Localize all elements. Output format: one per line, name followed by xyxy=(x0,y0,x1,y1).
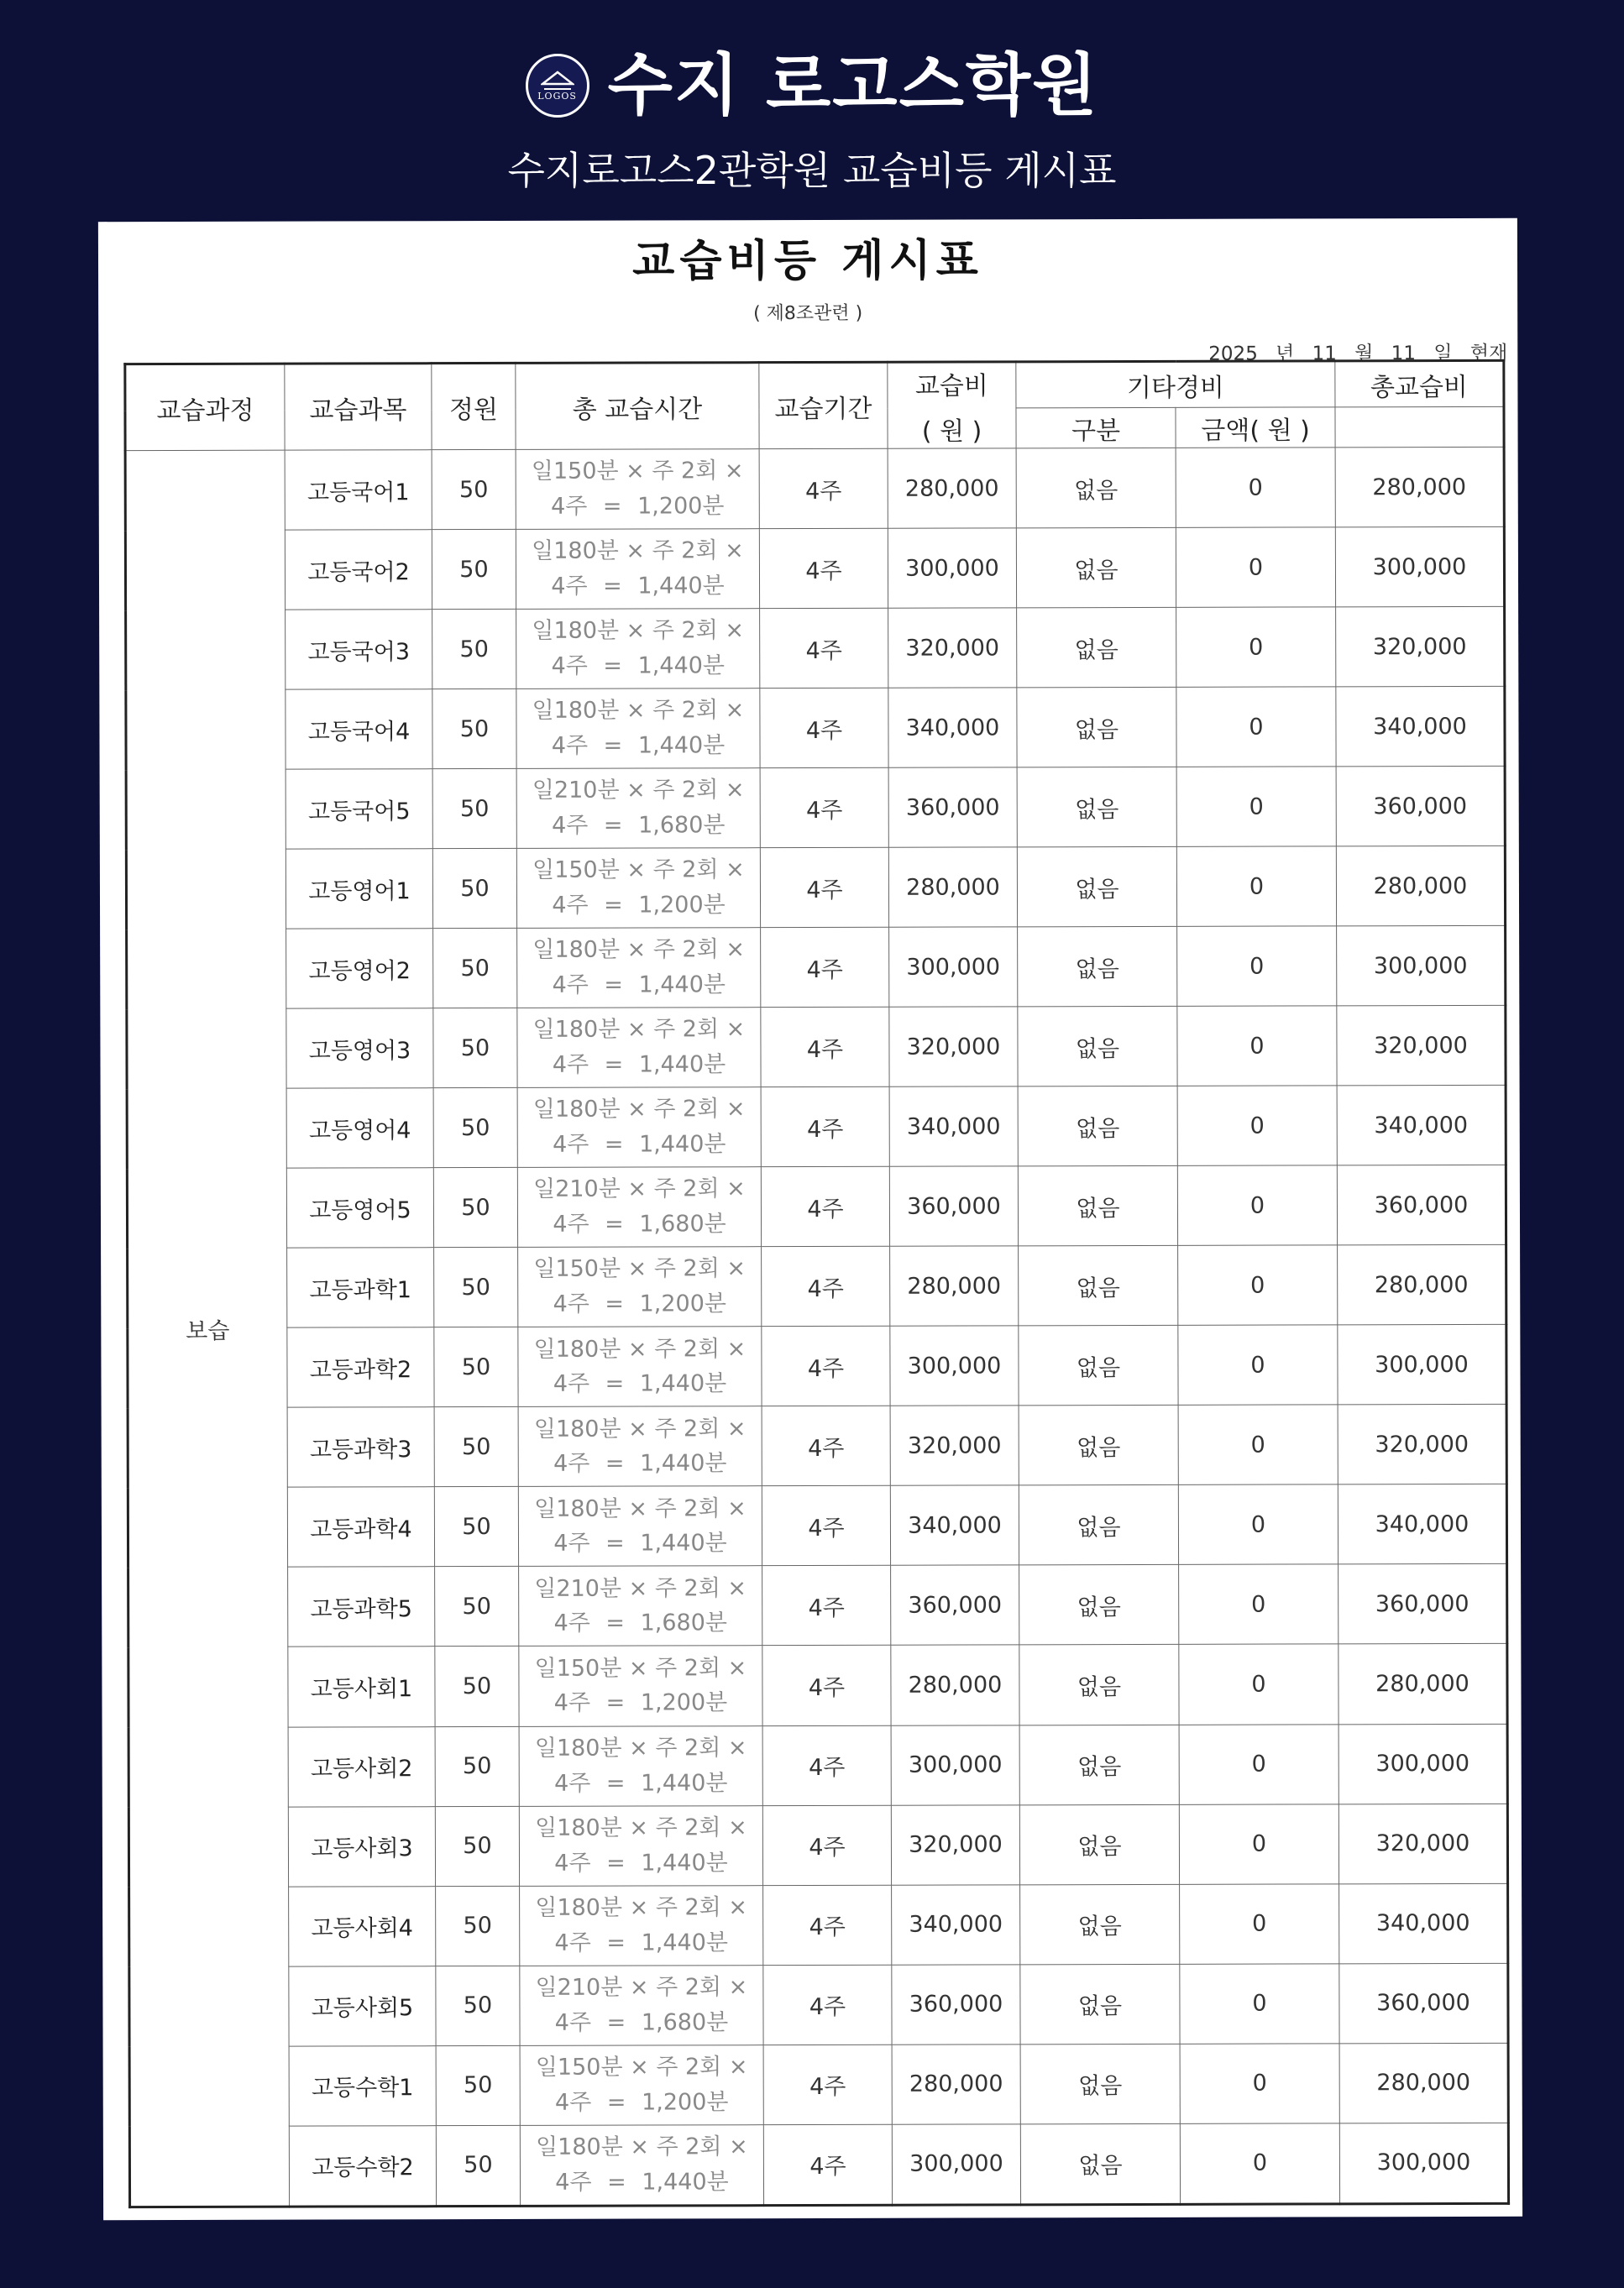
period-cell: 4주 xyxy=(762,1406,890,1486)
hours-line-2: 4주 = 1,440분 xyxy=(553,1530,727,1558)
capacity-cell: 50 xyxy=(434,1487,518,1567)
other-type-cell: 없음 xyxy=(1017,767,1176,847)
capacity-cell: 50 xyxy=(434,1327,518,1407)
total-cell: 320,000 xyxy=(1337,1006,1506,1086)
hours-line-2: 4주 = 1,440분 xyxy=(553,1769,728,1797)
hours-cell xyxy=(520,2045,763,2125)
capacity-cell: 50 xyxy=(435,1647,519,1726)
hours-cell xyxy=(519,1566,762,1647)
fee-cell: 340,000 xyxy=(888,688,1017,767)
total-cell: 280,000 xyxy=(1339,2043,1508,2123)
total-cell: 340,000 xyxy=(1338,1484,1506,1565)
capacity-cell: 50 xyxy=(432,689,516,769)
other-type-cell: 없음 xyxy=(1019,1485,1178,1566)
subject-cell: 고등사회3 xyxy=(288,1806,435,1886)
fee-cell: 280,000 xyxy=(890,1246,1019,1326)
capacity-cell: 50 xyxy=(432,849,516,929)
hours-line-2: 4주 = 1,440분 xyxy=(552,971,726,999)
hours-line-2: 4주 = 1,200분 xyxy=(552,892,726,919)
table-row xyxy=(127,1086,1506,1169)
hours-line-2: 4주 = 1,440분 xyxy=(554,1849,728,1877)
fee-cell: 300,000 xyxy=(889,927,1018,1007)
header-fee-unit: ( 원 ) xyxy=(921,416,982,447)
course-cell: 보습 xyxy=(125,450,289,2207)
other-type-cell: 없음 xyxy=(1017,847,1176,928)
fee-document xyxy=(98,218,1522,2220)
other-type-cell: 없음 xyxy=(1020,1964,1180,2045)
hours-cell xyxy=(516,768,760,849)
hours-line-2: 4주 = 1,680분 xyxy=(552,812,726,839)
fee-cell: 340,000 xyxy=(890,1485,1019,1565)
period-cell: 4주 xyxy=(759,528,888,608)
hours-cell xyxy=(516,848,760,929)
hours-cell xyxy=(518,1486,762,1567)
hours-cell xyxy=(517,928,761,1008)
hours-cell xyxy=(519,1646,762,1726)
fee-cell: 280,000 xyxy=(892,2044,1020,2123)
hours-cell xyxy=(520,1965,763,2045)
subject-cell: 고등과학4 xyxy=(287,1487,434,1567)
other-type-cell: 없음 xyxy=(1019,1725,1179,1805)
document-title: 교습비등 게시표 xyxy=(632,235,983,287)
hours-line-1: 일180분 × 주 2회 × xyxy=(532,936,746,964)
total-cell: 340,000 xyxy=(1337,1086,1506,1166)
table-row xyxy=(127,1006,1506,1089)
period-cell: 4주 xyxy=(760,767,888,847)
fee-cell: 360,000 xyxy=(891,1565,1019,1645)
period-cell: 4주 xyxy=(763,2045,892,2124)
hours-line-1: 일150분 × 주 2회 × xyxy=(533,1255,747,1283)
subject-cell: 고등영어4 xyxy=(286,1088,433,1168)
hours-line-2: 4주 = 1,440분 xyxy=(554,1929,729,1956)
header-total-blank xyxy=(1335,406,1504,448)
page-header xyxy=(0,0,1624,223)
capacity-cell: 50 xyxy=(434,1248,518,1327)
hours-line-2: 4주 = 1,440분 xyxy=(551,652,726,679)
hours-line-2: 4주 = 1,680분 xyxy=(554,2008,729,2036)
header-fee xyxy=(888,362,1016,448)
period-cell: 4주 xyxy=(762,1646,891,1725)
subject-cell: 고등국어2 xyxy=(285,530,432,610)
total-cell: 280,000 xyxy=(1338,1245,1506,1326)
hours-cell xyxy=(517,1167,761,1248)
other-type-cell: 없음 xyxy=(1018,927,1177,1008)
hours-cell xyxy=(516,688,760,769)
table-row xyxy=(128,1245,1506,1328)
total-cell: 320,000 xyxy=(1336,606,1505,687)
table-row xyxy=(128,1484,1506,1568)
total-cell: 360,000 xyxy=(1338,1564,1507,1645)
table-row xyxy=(126,846,1505,929)
logo xyxy=(526,54,589,118)
total-cell: 340,000 xyxy=(1339,1883,1508,1964)
other-type-cell: 없음 xyxy=(1019,1804,1179,1885)
header-period: 교습기간 xyxy=(759,362,888,448)
hours-line-2: 4주 = 1,440분 xyxy=(552,1051,726,1079)
hours-line-2: 4주 = 1,440분 xyxy=(553,1131,726,1159)
fee-cell: 280,000 xyxy=(888,448,1016,528)
table-row xyxy=(129,2043,1508,2126)
hours-line-2: 4주 = 1,200분 xyxy=(551,493,725,520)
hours-line-1: 일180분 × 주 2회 × xyxy=(532,697,745,725)
capacity-cell: 50 xyxy=(432,529,516,609)
subject-cell: 고등영어1 xyxy=(286,849,432,929)
other-type-cell: 없음 xyxy=(1019,1565,1179,1646)
document-reference: ( 제8조관련 ) xyxy=(753,302,863,325)
hours-line-2: 4주 = 1,680분 xyxy=(553,1211,726,1238)
capacity-cell: 50 xyxy=(435,1806,519,1886)
other-amount-cell: 0 xyxy=(1179,1724,1338,1804)
table-row xyxy=(125,526,1504,610)
period-cell: 4주 xyxy=(761,1167,889,1247)
other-amount-cell: 0 xyxy=(1178,1325,1338,1406)
capacity-cell: 50 xyxy=(436,1966,520,2045)
period-cell: 4주 xyxy=(763,1885,892,1965)
fee-cell: 320,000 xyxy=(888,608,1017,688)
total-cell: 360,000 xyxy=(1337,1165,1506,1246)
subject-cell: 고등사회2 xyxy=(288,1726,435,1806)
other-type-cell: 없음 xyxy=(1020,2123,1180,2205)
fee-cell: 280,000 xyxy=(891,1645,1019,1725)
subject-cell: 고등과학1 xyxy=(287,1248,434,1327)
other-amount-cell: 0 xyxy=(1180,2123,1339,2205)
hours-line-1: 일180분 × 주 2회 × xyxy=(532,1096,746,1123)
other-type-cell: 없음 xyxy=(1019,1406,1178,1486)
hours-cell xyxy=(519,1725,762,1806)
hours-line-1: 일180분 × 주 2회 × xyxy=(533,1415,747,1442)
total-cell: 320,000 xyxy=(1338,1405,1506,1485)
capacity-cell: 50 xyxy=(433,1008,517,1088)
total-cell: 360,000 xyxy=(1336,766,1505,846)
capacity-cell: 50 xyxy=(433,1088,517,1168)
other-amount-cell: 0 xyxy=(1178,1405,1338,1485)
other-amount-cell: 0 xyxy=(1178,1484,1338,1565)
capacity-cell: 50 xyxy=(436,2045,520,2125)
hours-line-1: 일180분 × 주 2회 × xyxy=(533,1335,747,1363)
house-icon xyxy=(541,71,574,92)
capacity-cell: 50 xyxy=(433,929,517,1008)
other-amount-cell: 0 xyxy=(1179,1804,1338,1884)
fee-cell: 320,000 xyxy=(890,1406,1019,1485)
hours-cell xyxy=(516,449,759,530)
header-hours: 총 교습시간 xyxy=(516,363,759,450)
hours-line-1: 일180분 × 주 2회 × xyxy=(532,1016,746,1044)
period-cell: 4주 xyxy=(762,1566,891,1646)
other-type-cell: 없음 xyxy=(1019,1326,1178,1406)
period-cell: 4주 xyxy=(762,1327,890,1406)
other-amount-cell: 0 xyxy=(1176,448,1335,528)
hours-line-2: 4주 = 1,440분 xyxy=(553,1450,727,1478)
table-row xyxy=(129,1963,1508,2046)
total-cell: 340,000 xyxy=(1336,686,1505,767)
header-other: 기타경비 xyxy=(1016,361,1335,408)
hours-cell xyxy=(520,1885,763,1966)
period-cell: 4주 xyxy=(760,608,888,688)
hours-line-1: 일210분 × 주 2회 × xyxy=(533,1175,746,1203)
fee-cell: 300,000 xyxy=(890,1326,1019,1406)
subject-cell: 고등국어5 xyxy=(286,769,432,849)
hours-line-2: 4주 = 1,440분 xyxy=(555,2169,729,2196)
hours-cell xyxy=(518,1327,762,1407)
logo-text: LOGOS xyxy=(537,90,577,102)
capacity-cell: 50 xyxy=(435,1567,519,1647)
period-cell: 4주 xyxy=(760,688,888,767)
hours-cell xyxy=(518,1247,762,1327)
header-subject: 교습과목 xyxy=(285,364,432,450)
fee-table-body xyxy=(125,447,1508,2207)
other-amount-cell: 0 xyxy=(1176,527,1335,608)
other-amount-cell: 0 xyxy=(1180,1963,1339,2044)
period-cell: 4주 xyxy=(763,2124,892,2206)
subject-cell: 고등사회4 xyxy=(289,1886,436,1966)
subject-cell: 고등과학3 xyxy=(287,1407,434,1487)
capacity-cell: 50 xyxy=(436,1886,520,1966)
subject-cell: 고등영어5 xyxy=(286,1168,433,1248)
table-row xyxy=(125,447,1504,530)
hours-cell xyxy=(517,1008,761,1088)
hours-line-2: 4주 = 1,200분 xyxy=(554,2088,729,2116)
hours-line-1: 일150분 × 주 2회 × xyxy=(531,458,744,485)
other-amount-cell: 0 xyxy=(1179,1564,1338,1645)
other-amount-cell: 0 xyxy=(1179,1644,1338,1725)
fee-cell: 320,000 xyxy=(889,1007,1018,1086)
fee-cell: 360,000 xyxy=(888,767,1017,847)
hours-cell xyxy=(519,1805,762,1886)
subject-cell: 고등사회1 xyxy=(288,1647,435,1726)
other-amount-cell: 0 xyxy=(1180,1883,1339,1964)
total-cell: 280,000 xyxy=(1338,1644,1507,1725)
period-cell: 4주 xyxy=(761,927,889,1007)
hours-line-1: 일150분 × 주 2회 × xyxy=(534,1654,747,1682)
other-type-cell: 없음 xyxy=(1020,2044,1180,2124)
other-type-cell: 없음 xyxy=(1018,1166,1177,1247)
other-amount-cell: 0 xyxy=(1180,2043,1339,2123)
hours-cell xyxy=(520,2124,763,2206)
other-amount-cell: 0 xyxy=(1177,1165,1337,1246)
subject-cell: 고등수학2 xyxy=(289,2125,436,2207)
period-cell: 4주 xyxy=(761,1007,889,1086)
hours-cell xyxy=(518,1406,762,1487)
other-type-cell: 없음 xyxy=(1018,1086,1177,1167)
table-row xyxy=(127,1165,1506,1249)
subject-cell: 고등국어1 xyxy=(285,450,432,530)
header-other-amount: 금액( 원 ) xyxy=(1176,407,1335,448)
other-type-cell: 없음 xyxy=(1017,607,1176,688)
total-cell: 300,000 xyxy=(1339,2123,1508,2204)
other-amount-cell: 0 xyxy=(1176,687,1336,767)
period-cell: 4주 xyxy=(761,1087,889,1167)
hours-line-2: 4주 = 1,200분 xyxy=(553,1689,728,1717)
other-type-cell: 없음 xyxy=(1019,1645,1179,1725)
hours-line-1: 일180분 × 주 2회 × xyxy=(534,1495,747,1522)
brand xyxy=(0,46,1624,124)
hours-line-1: 일180분 × 주 2회 × xyxy=(532,537,744,565)
capacity-cell: 50 xyxy=(433,1168,517,1248)
capacity-cell: 50 xyxy=(432,769,516,849)
header-course: 교습과정 xyxy=(125,364,285,450)
other-amount-cell: 0 xyxy=(1177,1006,1337,1086)
subject-cell: 고등영어2 xyxy=(286,929,433,1008)
hours-line-1: 일210분 × 주 2회 × xyxy=(534,1574,747,1602)
hours-cell xyxy=(516,609,760,689)
header-other-type: 구분 xyxy=(1016,407,1176,448)
hours-line-2: 4주 = 1,680분 xyxy=(553,1610,728,1637)
other-type-cell: 없음 xyxy=(1020,1884,1180,1965)
total-cell: 280,000 xyxy=(1335,447,1504,527)
fee-cell: 340,000 xyxy=(892,1884,1020,1964)
fee-cell: 340,000 xyxy=(889,1086,1018,1166)
hours-line-1: 일150분 × 주 2회 × xyxy=(535,2053,748,2081)
hours-cell xyxy=(517,1087,761,1168)
total-cell: 300,000 xyxy=(1335,526,1504,607)
hours-line-2: 4주 = 1,440분 xyxy=(551,573,725,599)
period-cell: 4주 xyxy=(762,1486,890,1566)
subject-cell: 고등국어4 xyxy=(286,689,432,769)
hours-line-1: 일210분 × 주 2회 × xyxy=(532,777,745,804)
header-capacity: 정원 xyxy=(432,363,516,449)
table-row xyxy=(127,926,1506,1009)
hours-line-1: 일180분 × 주 2회 × xyxy=(534,1734,747,1762)
table-row xyxy=(126,606,1505,689)
table-row xyxy=(128,1724,1507,1807)
other-amount-cell: 0 xyxy=(1178,1245,1338,1326)
hours-line-1: 일180분 × 주 2회 × xyxy=(535,1893,747,1921)
total-cell: 300,000 xyxy=(1338,1325,1506,1406)
fee-cell: 360,000 xyxy=(889,1166,1018,1246)
hours-line-1: 일210분 × 주 2회 × xyxy=(535,1973,748,2001)
period-cell: 4주 xyxy=(760,847,888,927)
brand-name: 수지 로고스학원 xyxy=(607,46,1099,124)
subject-cell: 고등영어3 xyxy=(286,1008,433,1088)
capacity-cell: 50 xyxy=(435,1726,519,1806)
table-row xyxy=(128,1325,1506,1408)
capacity-cell: 50 xyxy=(434,1407,518,1487)
total-cell: 300,000 xyxy=(1337,926,1506,1007)
capacity-cell: 50 xyxy=(432,609,516,688)
total-cell: 280,000 xyxy=(1336,846,1505,926)
hours-line-2: 4주 = 1,440분 xyxy=(553,1370,727,1398)
hours-line-1: 일180분 × 주 2회 × xyxy=(536,2134,748,2160)
fee-cell: 300,000 xyxy=(888,528,1016,608)
table-row xyxy=(128,1644,1507,1727)
period-cell: 4주 xyxy=(762,1725,891,1805)
capacity-cell: 50 xyxy=(432,449,516,529)
page-subtitle: 수지로고스2관학원 교습비등 게시표 xyxy=(507,148,1117,193)
hours-line-1: 일180분 × 주 2회 × xyxy=(535,1814,747,1841)
period-cell: 4주 xyxy=(763,1965,892,2045)
other-type-cell: 없음 xyxy=(1019,1246,1178,1327)
table-row xyxy=(128,1564,1507,1647)
other-type-cell: 없음 xyxy=(1017,687,1176,767)
document-date: 2025 년 11 월 11 일 현재 xyxy=(1208,342,1508,365)
hours-line-1: 일150분 × 주 2회 × xyxy=(532,856,745,884)
other-amount-cell: 0 xyxy=(1177,1086,1337,1166)
subject-cell: 고등과학5 xyxy=(288,1567,435,1647)
capacity-cell: 50 xyxy=(436,2125,520,2207)
table-row xyxy=(129,1883,1508,1966)
total-cell: 360,000 xyxy=(1339,1963,1508,2044)
fee-cell: 300,000 xyxy=(891,1725,1019,1804)
other-amount-cell: 0 xyxy=(1176,767,1336,847)
header-fee-label: 교습비 xyxy=(914,370,988,401)
hours-cell xyxy=(516,529,759,610)
fee-cell: 360,000 xyxy=(892,1964,1020,2044)
subject-cell: 고등사회5 xyxy=(289,1966,436,2045)
hours-line-1: 일180분 × 주 2회 × xyxy=(532,617,745,645)
subject-cell: 고등국어3 xyxy=(286,610,432,689)
subject-cell: 고등수학1 xyxy=(289,2045,436,2125)
fee-cell: 280,000 xyxy=(888,847,1017,927)
period-cell: 4주 xyxy=(759,448,888,528)
other-type-cell: 없음 xyxy=(1016,527,1176,608)
other-amount-cell: 0 xyxy=(1176,607,1336,688)
total-cell: 300,000 xyxy=(1338,1724,1507,1804)
table-row xyxy=(129,2123,1508,2207)
table-row xyxy=(128,1405,1506,1488)
other-amount-cell: 0 xyxy=(1177,926,1337,1007)
table-row xyxy=(128,1804,1507,1887)
table-row xyxy=(126,766,1505,849)
header-total: 총교습비 xyxy=(1335,360,1504,407)
subject-cell: 고등과학2 xyxy=(287,1327,434,1407)
fee-cell: 300,000 xyxy=(892,2124,1020,2206)
other-type-cell: 없음 xyxy=(1016,448,1176,528)
period-cell: 4주 xyxy=(762,1805,891,1885)
fee-cell: 320,000 xyxy=(891,1804,1019,1884)
period-cell: 4주 xyxy=(762,1247,890,1327)
other-type-cell: 없음 xyxy=(1018,1007,1177,1087)
total-cell: 320,000 xyxy=(1338,1804,1507,1884)
fee-table xyxy=(123,359,1510,2208)
other-amount-cell: 0 xyxy=(1176,846,1336,927)
hours-line-2: 4주 = 1,440분 xyxy=(551,732,726,759)
table-row xyxy=(126,686,1505,769)
hours-line-2: 4주 = 1,200분 xyxy=(553,1291,727,1318)
